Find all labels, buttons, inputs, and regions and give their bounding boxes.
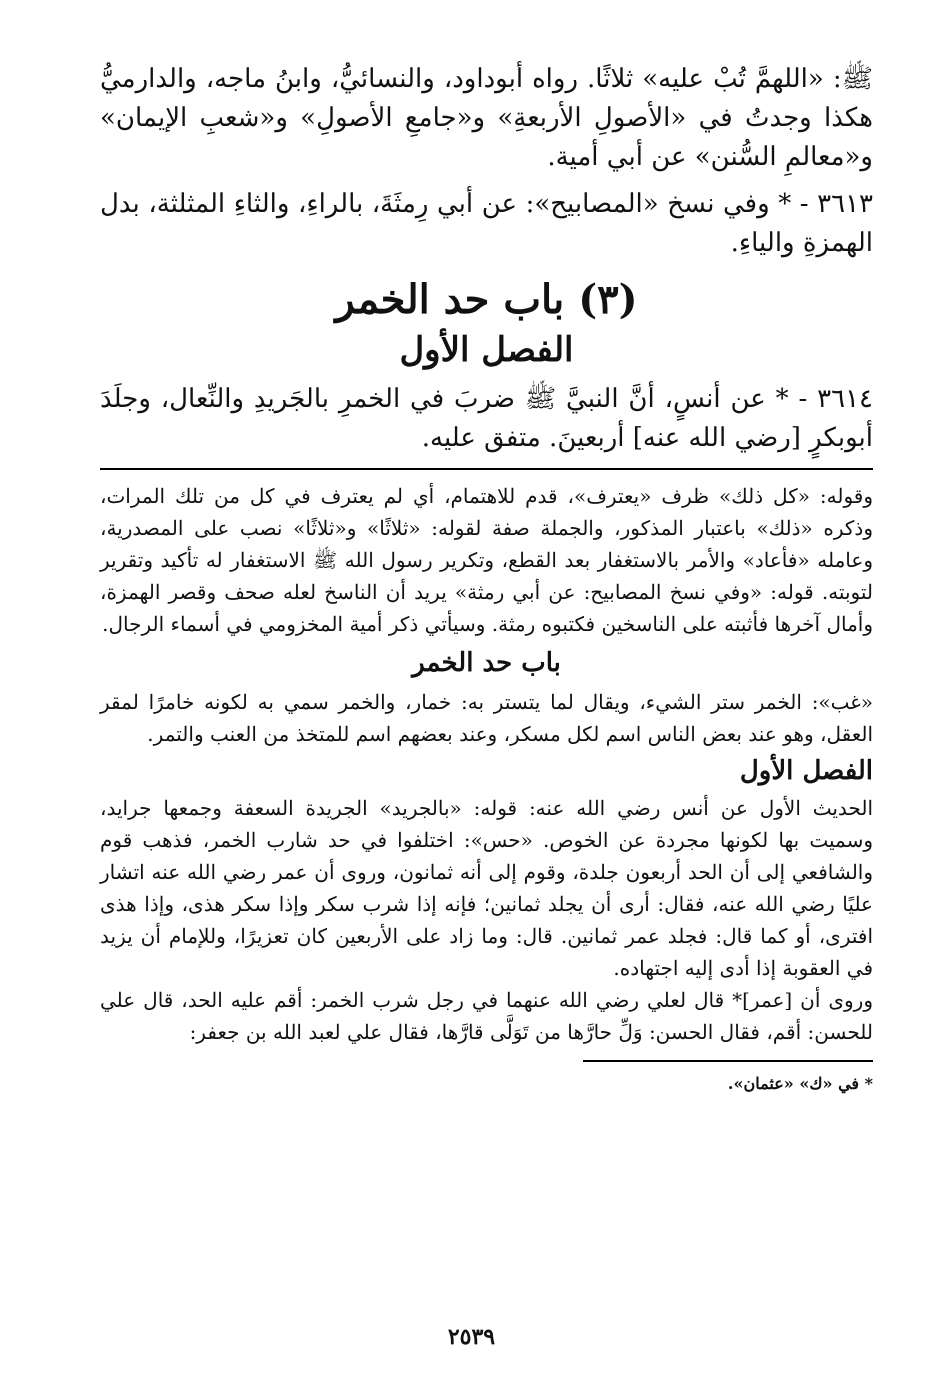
commentary-section-title: الفصل الأول bbox=[739, 755, 873, 786]
footnote-divider bbox=[583, 1060, 873, 1062]
page-container bbox=[100, 60, 873, 1350]
commentary-chapter-heading: باب حد الخمر bbox=[412, 647, 561, 678]
commentary-paragraph-3: الحديث الأول عن أنس رضي الله عنه: قوله: «بالجريد» الجريدة السعفة وجمعها جرايد، وسميت بها لكونها مجردة عن الخوص. «حس»: اختلفوا في حد شارب الخمر، فذهب قوم والشافعي إلى أن الحد أربعون جلدة، وقوم إلى أنه ثمانون، وروى أن عمر رضي الله عنه اتشار عليًا رضي الله عنه، فقال: أرى أن يجلد ثمانين؛ فإنه إذا شرب سكر وإذا سكر هذى، وإذا هذى افترى، أو كما قال: فجلد عمر ثمانين. قال: وما زاد على الأربعين كان تعزيرًا، وللإمام أن يزيد في العقوبة إذا أدى إليه اجتهاده. bbox=[100, 795, 873, 980]
chapter-title: (٣) باب حد الخمر bbox=[335, 276, 638, 323]
first-section-title: الفصل الأول bbox=[399, 330, 574, 370]
footnote: * في «ك» «عثمان». bbox=[727, 1073, 873, 1093]
top-paragraph-2: ٣٦١٣ - * وفي نسخ «المصابيح»: عن أبي رِمثَةَ، بالراءِ، والثاءِ المثلثة، بدل الهمزةِ والياءِ. bbox=[100, 189, 873, 258]
commentary-paragraph-4: وروى أن [عمر]* قال لعلي رضي الله عنهما في رجل شرب الخمر: أقم عليه الحد، قال علي للحسن: أقم، فقال الحسن: وَلِّ حارَّها من تَوَلَّى قارَّها، فقال علي لعبد الله بن جعفر: bbox=[100, 987, 873, 1044]
section-divider bbox=[100, 468, 873, 470]
commentary-paragraph-1: وقوله: «كل ذلك» ظرف «يعترف»، قدم للاهتمام، أي لم يعترف في كل من تلك المرات، وذكره «ذلك» باعتبار المذكور، والجملة صفة لقوله: «ثلاثًا» و«ثلاثًا» نصب على المصدرية، وعامله «فأعاد» والأمر بالاستغفار بعد القطع، وتكرير رسول الله ﷺ الاستغفار له تأكيد وتقرير لتوبته. قوله: «وفي نسخ المصابيح: عن أبي رمثة» يريد أن الناسخ لعله صحف وقصر الهمزة، وأمال آخرها فأثبته على الناسخين فكتبوه رمثة. وسيأتي ذكر أمية المخزومي في أسماء الرجال. bbox=[100, 483, 873, 636]
hadith-3614: ٣٦١٤ - * عن أنسٍ، أنَّ النبيَّ ﷺ ضربَ في الخمرِ بالجَريدِ والنِّعال، وجلَدَ أبوبكرٍ [رضي الله عنه] أربعينَ. متفق عليه. bbox=[100, 383, 873, 453]
page-number: ٢٥٣٩ bbox=[447, 1324, 496, 1350]
commentary-paragraph-2: «غب»: الخمر ستر الشيء، ويقال لما يتستر به: خمار، والخمر سمي به لكونه خامرًا لمقر العقل، وهو عند بعض الناس اسم لكل مسكر، وعند بعضهم اسم للمتخذ من العنب والتمر. bbox=[100, 689, 873, 746]
top-paragraph-1: ﷺ: «اللهمَّ تُبْ عليه» ثلاثًا. رواه أبوداود، والنسائيُّ، وابنُ ماجه، والدارميُّ هكذا وجدتُ في «الأصولِ الأربعةِ» و«جامعِ الأصولِ» و«شعبِ الإيمان» و«معالمِ السُّنن» عن أبي أمية. bbox=[100, 64, 873, 172]
